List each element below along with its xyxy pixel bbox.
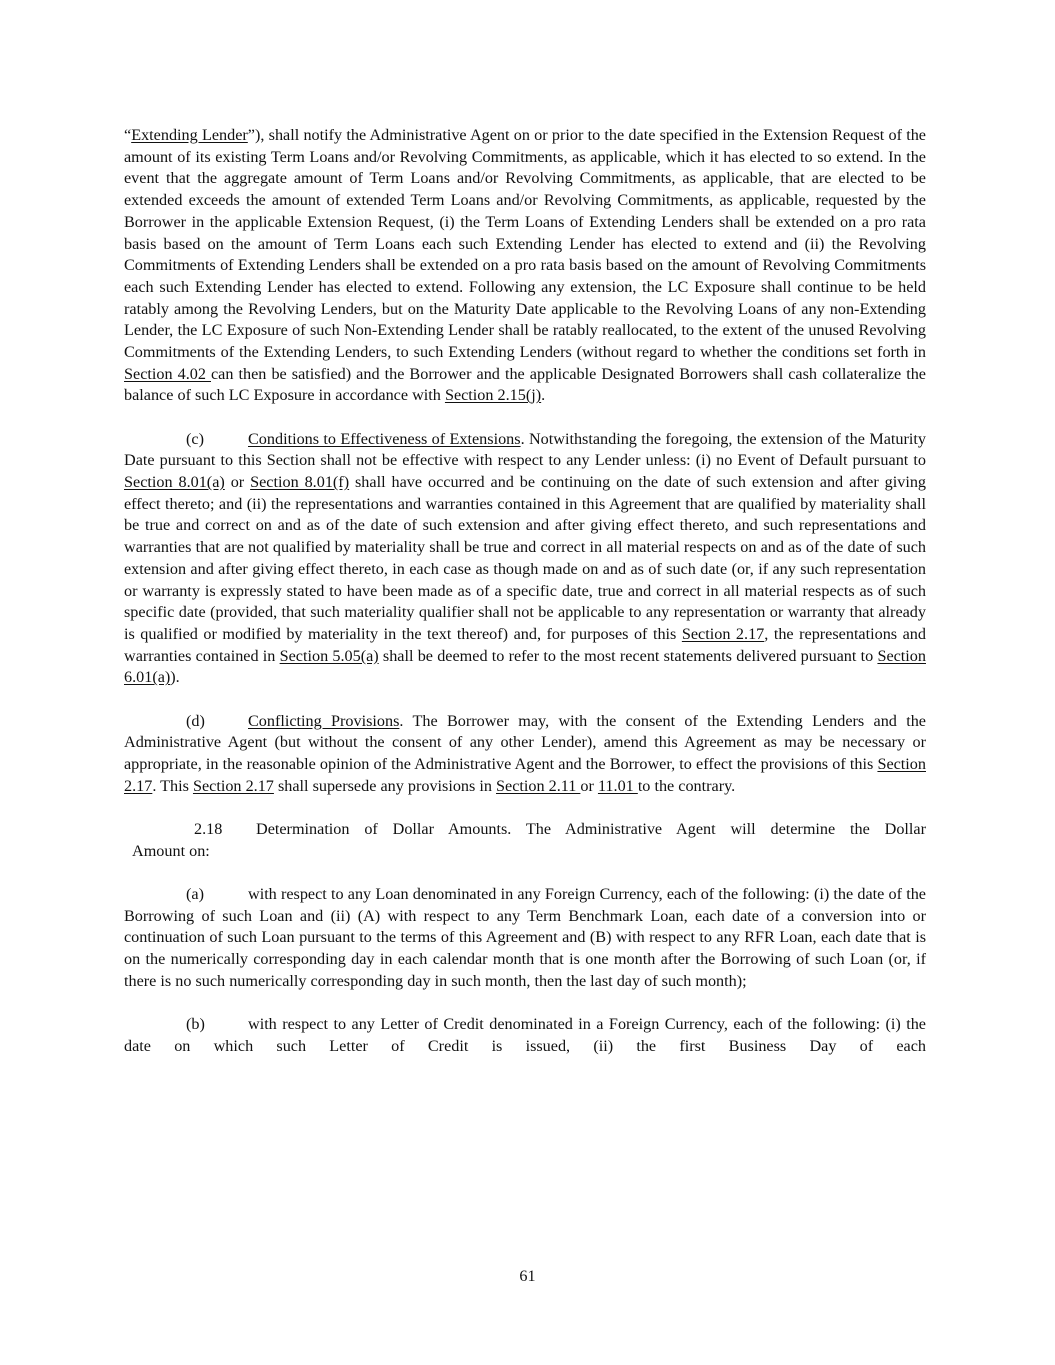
- paragraph-text: shall be deemed to refer to the most recent statements delivered pursuant to: [378, 646, 878, 665]
- paragraph-c-conditions: [124, 429, 926, 689]
- section-title: Determination of Dollar Amounts. The Administrative Agent will determine the Dollar: [256, 819, 926, 838]
- cross-reference-link[interactable]: Section 6.01(a): [124, 646, 926, 687]
- cross-reference-link[interactable]: Section 2.17: [124, 754, 926, 795]
- cross-reference-link[interactable]: 11.01: [597, 776, 638, 795]
- paragraph-d-conflicting: [124, 711, 926, 798]
- paragraph-b-letters-of-credit: [124, 1014, 926, 1057]
- cross-reference-link[interactable]: Section 2.11: [496, 776, 581, 795]
- paragraph-text: . The Borrower may, with the consent of the Extending Lenders and the Administrative Agent (but without the consent of any other Lender), amend this Agreement as may be necessary or appropriate, in the reasonable opinion of the Administrative Agent and the Borrower, to effect the provisions of this: [124, 711, 926, 773]
- clause-label: (c): [186, 429, 204, 448]
- cross-reference-link[interactable]: Section 2.15(j): [444, 386, 542, 405]
- paragraph-a-foreign-currency-loans: [124, 884, 926, 993]
- paragraph-text: ”), shall notify the Administrative Agent on or prior to the date specified in the Extension Request of the amount of its existing Term Loans and/or Revolving Commitments, as applicable, which it has elected to so extend. In the event that the aggregate amount of Term Loans and/or Revolving Commitments, as applicable, that are elected to be extended exceeds the amount of extended Term Loans and/or Revolving Commitments, as applicable, requested by the Borrower in the applicable Extension Request, (i) the Term Loans of Extending Lenders shall be extended on a pro rata basis based on the amount of Term Loans each such Extending Lender has elected to extend and (ii) the Revolving Commitments of Extending Lenders shall be extended on a pro rata basis based on the amount of Revolving Commitments each such Extending Lender has elected to extend. Following any extension, the LC Exposure shall continue to be held ratably among the Revolving Lenders, but on the Maturity Date applicable to the Revolving Loans of any non-Extending Lender, the LC Exposure of such Non-Extending Lender shall be ratably reallocated, to the extent of the unused Revolving Commitments of the Extending Lenders, to such Extending Lenders (without regard to whether the conditions set forth in: [124, 126, 926, 362]
- paragraph-text: with respect to any Loan denominated in any Foreign Currency, each of the following: (i) the date of the Borrowing of such Loan and (ii) (A) with respect to any Term Benchmark Loan, each date of a conversion into or continuation of such Loan pursuant to the terms of this Agreement and (B) with respect to any RFR Loan, each date that is on the numerically corresponding day in each calendar month that is one month after the Borrowing of such Loan (or, if there is no such numerically corresponding day in such month, then the last day of such month);: [124, 884, 926, 990]
- paragraph-text: can then be satisfied) and the Borrower and the applicable Designated Borrowers shall cash collateralize the balance of such LC Exposure in accordance with: [124, 364, 926, 405]
- section-number: 2.18: [194, 819, 223, 838]
- open-quote: “: [124, 126, 132, 144]
- cross-reference-link[interactable]: Section 2.17: [681, 624, 765, 643]
- paragraph-text: , the representations and warranties contained in: [124, 624, 926, 665]
- paragraph-text: .: [541, 386, 546, 405]
- cross-reference-link[interactable]: Section 4.02: [124, 364, 211, 383]
- section-heading-line: [124, 819, 926, 841]
- paragraph-text: . This: [152, 776, 193, 795]
- defined-term-extending-lender: Extending Lender: [131, 126, 248, 144]
- paragraph-text: or: [224, 473, 251, 492]
- clause-label: (d): [186, 711, 205, 730]
- section-heading-continuation: Amount on:: [132, 841, 210, 860]
- cross-reference-link[interactable]: Section 8.01(a): [124, 473, 225, 492]
- paragraph-text: shall have occurred and be continuing on the date of such extension and after giving effect thereto; and (ii) the representations and warranties contained in this Agreement that are qualified by materiality shall be true and correct on and as of the date of such extension and after giving effect thereto, and such representations and warranties that are not qualified by materiality shall be true and correct in all material respects on and as of the date of such extension and after giving effect thereto, in each case as though made on and as of such date (or, if any such representation or warranty is expressly stated to have been made as of a specific date, true and correct in all material respects as of such specific date (provided, that such materiality qualifier shall not be applicable to any representation or warranty that already is qualified or modified by materiality in the text thereof) and, for purposes of this: [124, 473, 927, 643]
- clause-heading: Conditions to Effectiveness of Extensions: [248, 429, 521, 448]
- paragraph-text: shall supersede any provisions in: [273, 776, 497, 795]
- paragraph-text: to the contrary.: [637, 776, 736, 795]
- clause-heading: Conflicting Provisions: [248, 711, 400, 730]
- cross-reference-link[interactable]: Section 5.05(a): [279, 646, 379, 665]
- paragraph-text: . Notwithstanding the foregoing, the extension of the Maturity Date pursuant to this Section shall not be effective with respect to any Lender unless: (i) no Event of Default pursuant to: [124, 429, 926, 470]
- page-number: 61: [519, 1267, 536, 1285]
- paragraph-text: with respect to any Letter of Credit denominated in a Foreign Currency, each of the following: (i) the date on which such Letter of Credit is issued, (ii) the first Business Day of each: [124, 1014, 926, 1055]
- paragraph-text: or: [580, 776, 598, 795]
- document-page: [124, 125, 926, 1057]
- section-2-18-heading: [124, 819, 926, 862]
- cross-reference-link[interactable]: Section 8.01(f): [250, 473, 350, 492]
- cross-reference-link[interactable]: Section 2.17: [192, 776, 274, 795]
- paragraph-text: ).: [170, 668, 180, 687]
- clause-label: (b): [186, 1014, 205, 1033]
- paragraph-extension-continuation: [124, 125, 926, 407]
- clause-label: (a): [186, 884, 204, 903]
